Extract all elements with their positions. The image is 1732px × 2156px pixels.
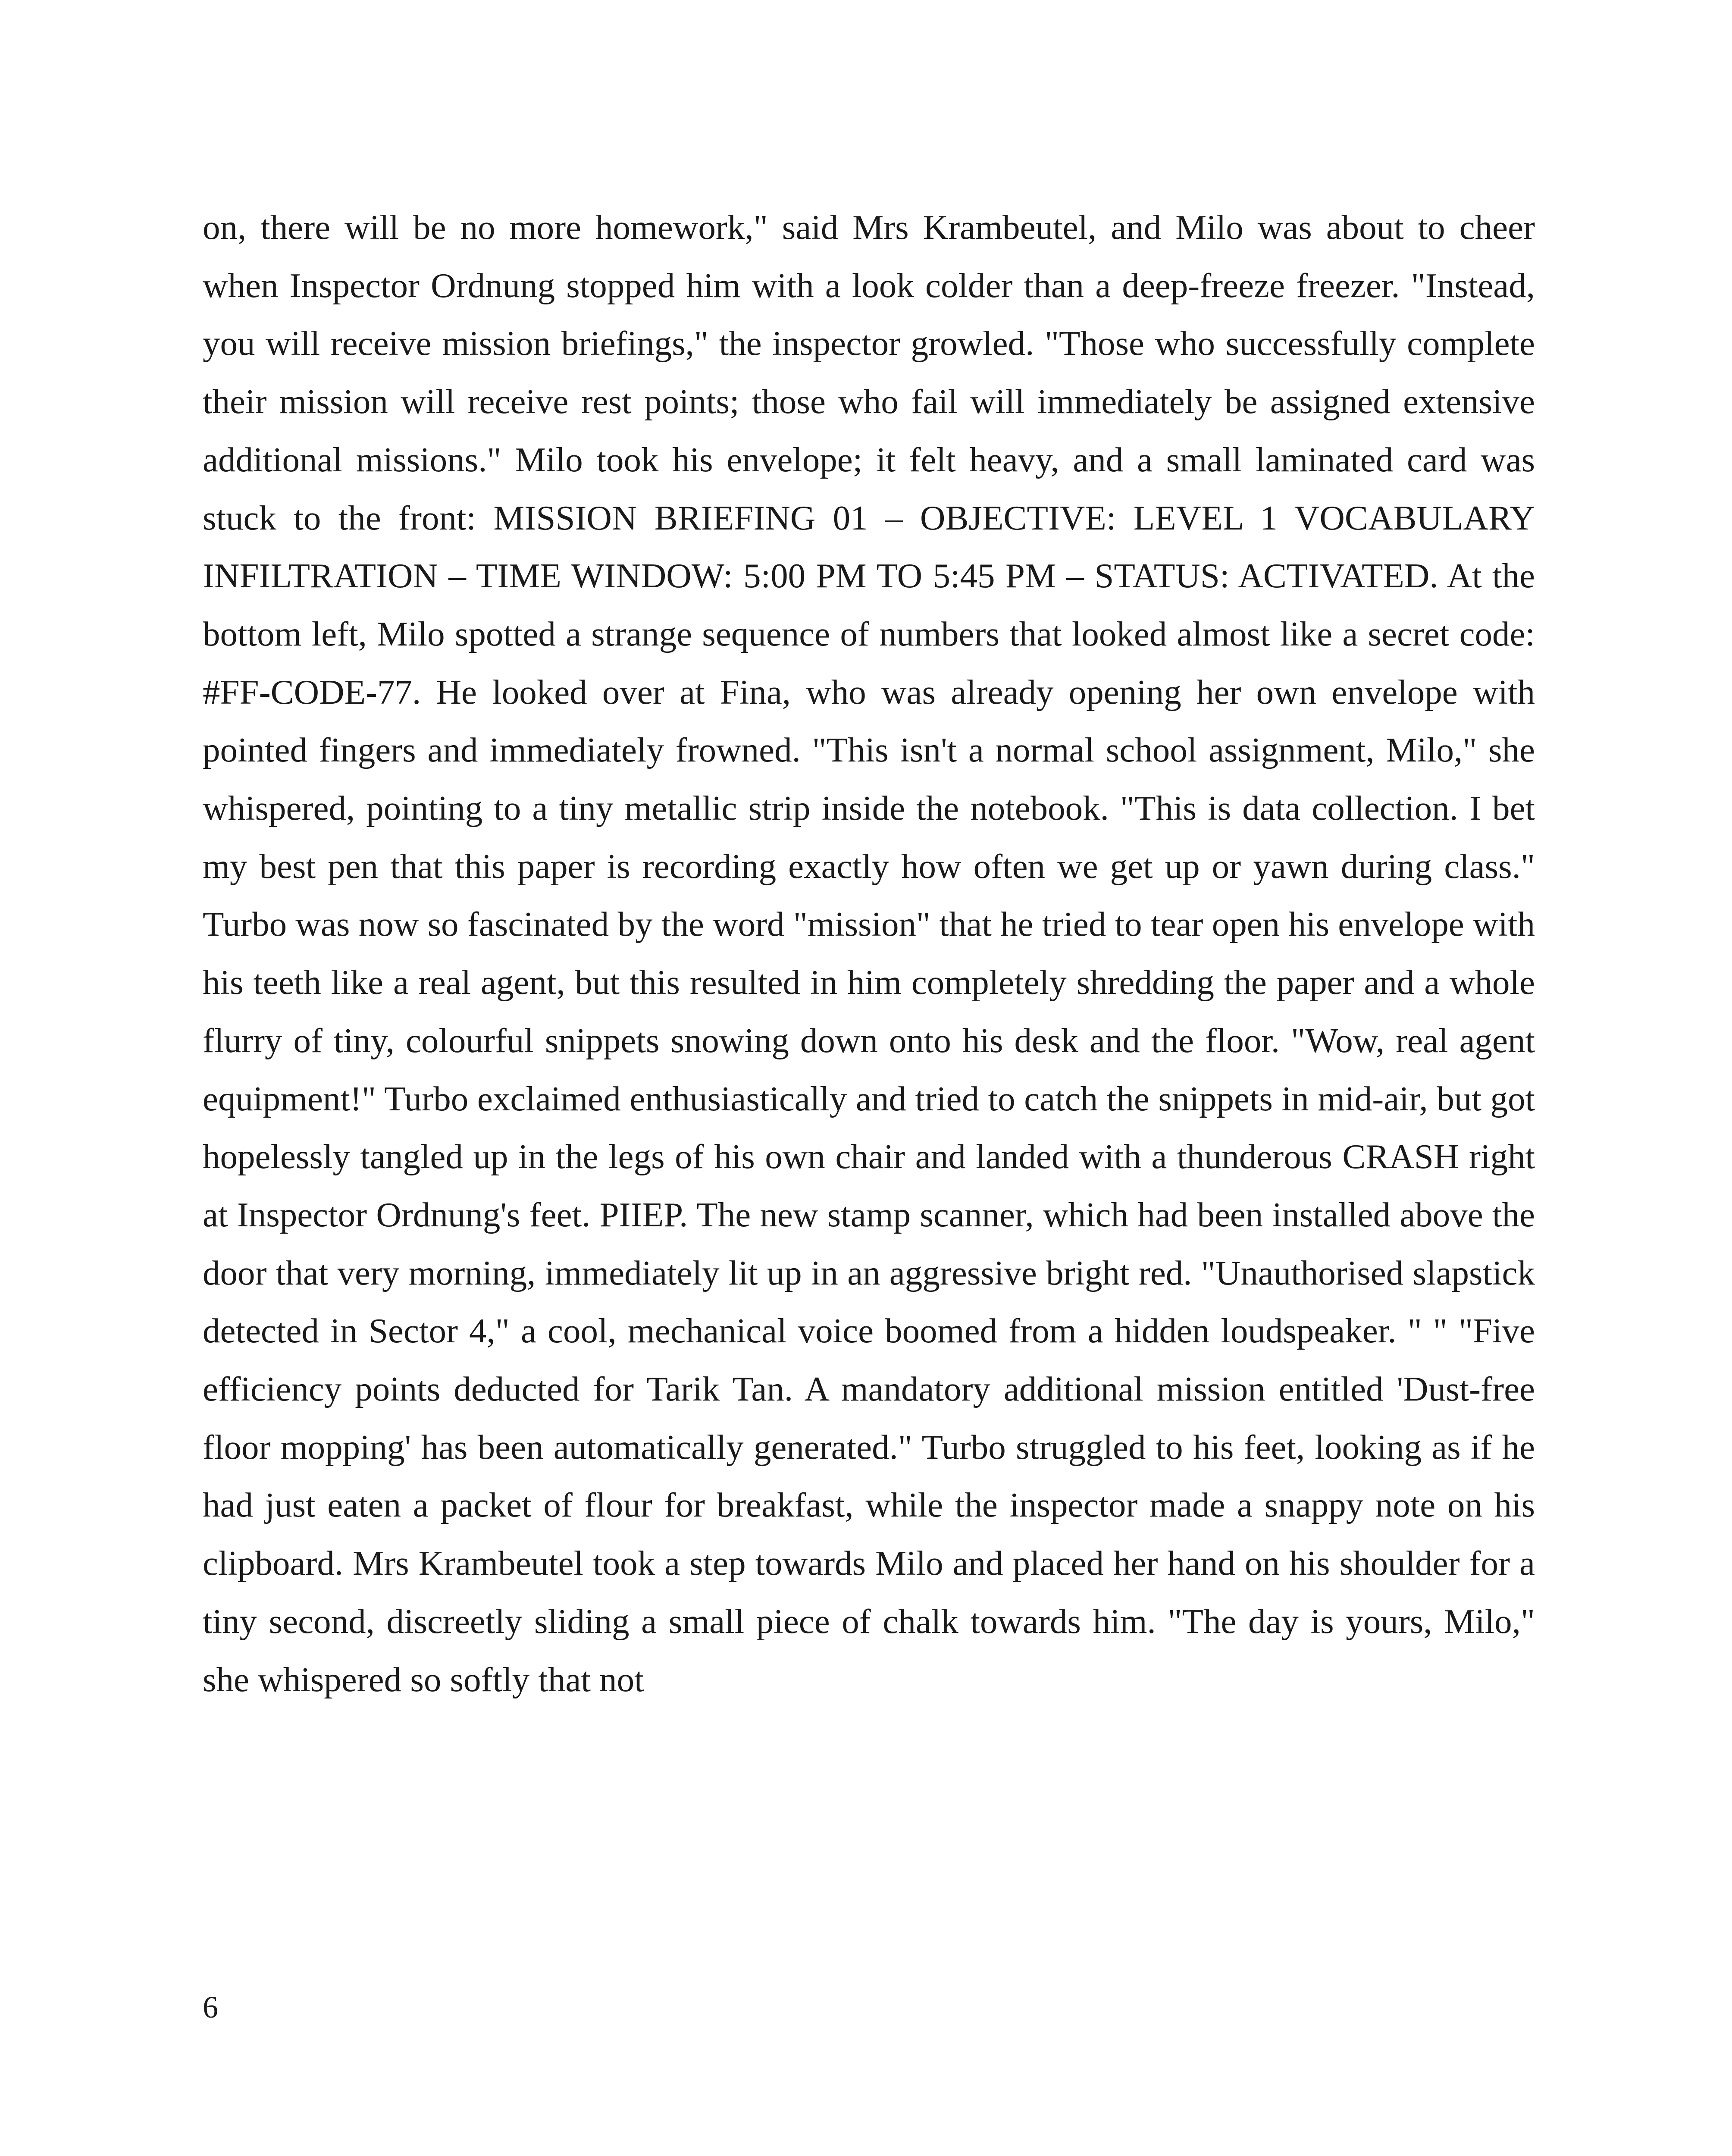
body-paragraph: on, there will be no more homework," said Mrs Krambeutel, and Milo was about to cheer when Inspector Ordnung stopped him with a look colder than a deep-freeze freezer. "Instead, you will receive mission briefings," the inspector growled. "Those who successfully complete their mission will receive rest points; those who fail will immediately be assigned extensive additional missions." Milo took his envelope; it felt heavy, and a small laminated card was stuck to the front: MISSION BRIEFING 01 – OBJECTIVE: LEVEL 1 VOCABULARY INFILTRATION – TIME WINDOW: 5:00 PM TO 5:45 PM – STATUS: ACTIVATED. At the bottom left, Milo spotted a strange sequence of numbers that looked almost like a secret code: #FF-CODE-77. He looked over at Fina, who was already opening her own envelope with pointed fingers and immediately frowned. "This isn't a normal school assignment, Milo," she whispered, pointing to a tiny metallic strip inside the notebook. "This is data collection. I bet my best pen that this paper is recording exactly how often we get up or yawn during class." Turbo was now so fascinated by the word "mission" that he tried to tear open his envelope with his teeth like a real agent, but this resulted in him completely shredding the paper and a whole flurry of tiny, colourful snippets snowing down onto his desk and the floor. "Wow, real agent equipment!" Turbo exclaimed enthusiastically and tried to catch the snippets in mid-air, but got hopelessly tangled up in the legs of his own chair and landed with a thunderous CRASH right at Inspector Ordnung's feet. PIIEP. The new stamp scanner, which had been installed above the door that very morning, immediately lit up in an aggressive bright red. "Unauthorised slapstick detected in Sector 4," a cool, mechanical voice boomed from a hidden loudspeaker. " " "Five efficiency points deducted for Tarik Tan. A mandatory additional mission entitled 'Dust-free floor mopping' has been automatically generated." Turbo struggled to his feet, looking as if he had just eaten a packet of flour for breakfast, while the inspector made a snappy note on his clipboard. Mrs Krambeutel took a step towards Milo and placed her hand on his shoulder for a tiny second, discreetly sliding a small piece of chalk towards him. "The day is yours, Milo," she whispered so softly that not — [203, 208, 1535, 1699]
page-number: 6 — [203, 1990, 218, 2024]
